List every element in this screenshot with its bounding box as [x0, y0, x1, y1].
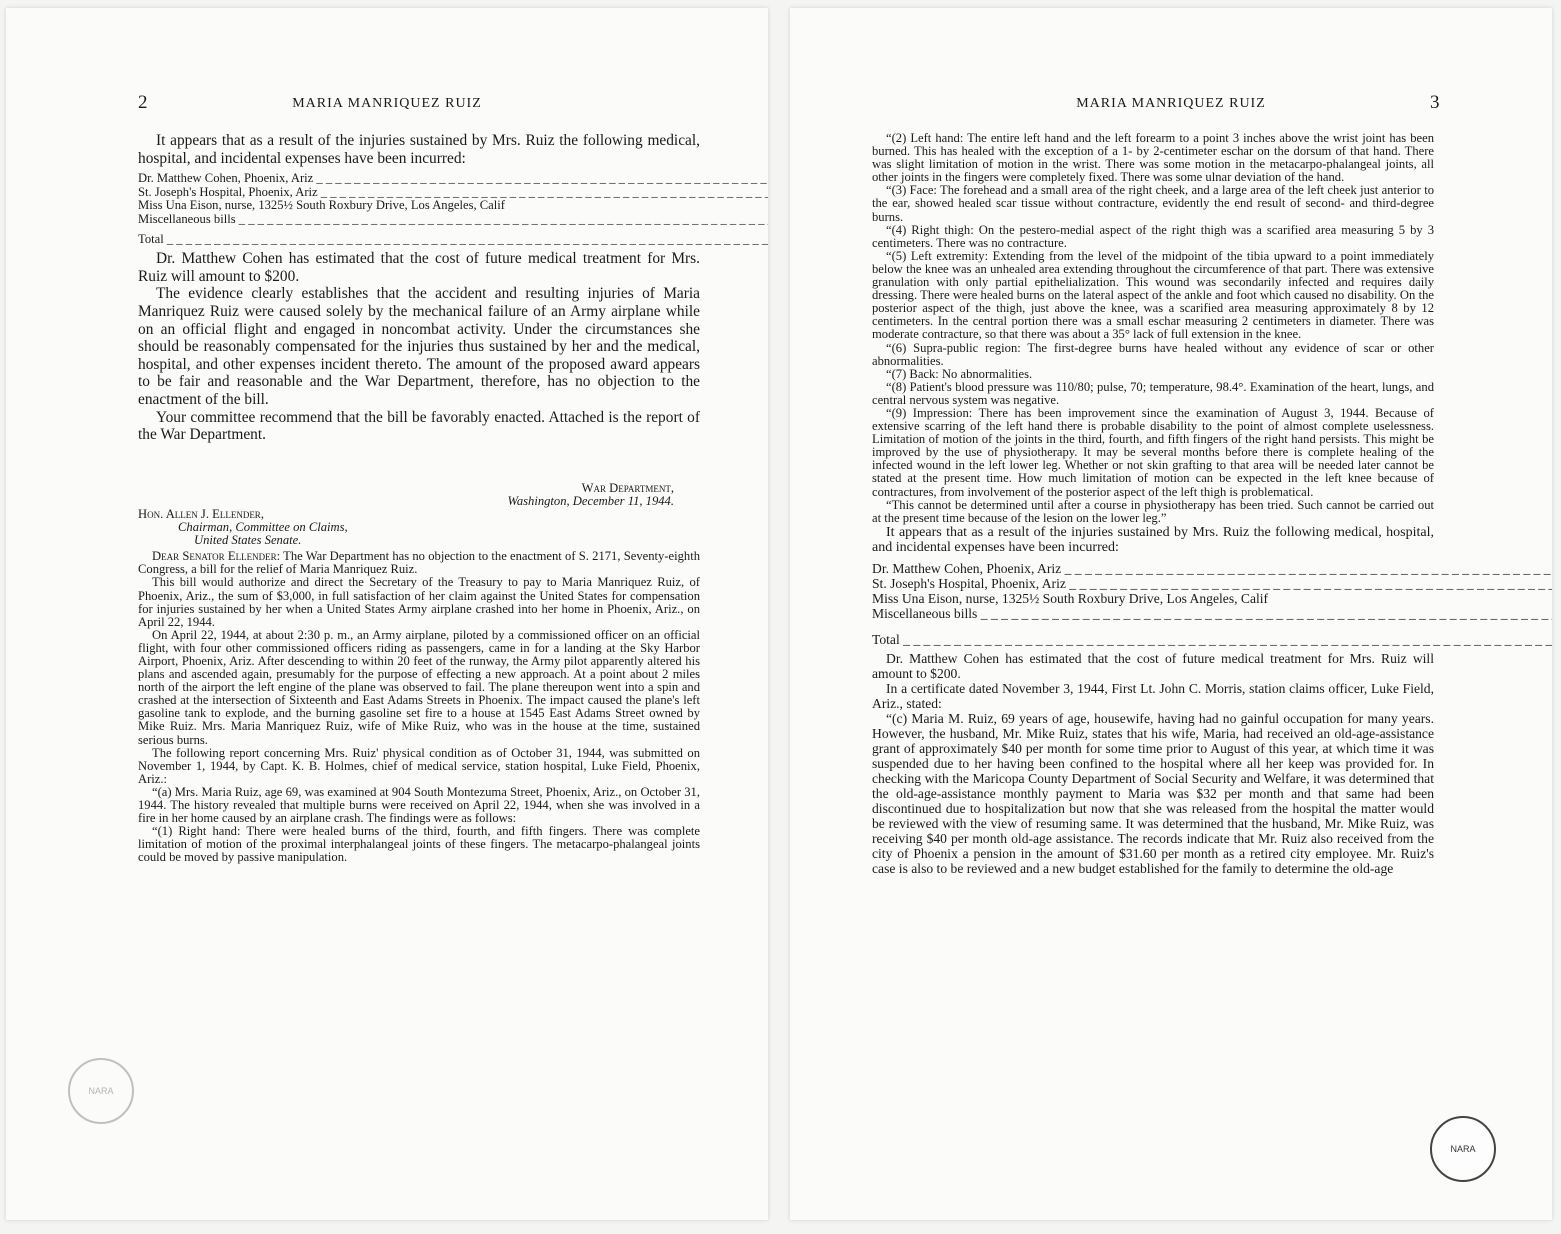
- expense-label: Miss Una Eison, nurse, 1325½ South Roxbury Drive, Los Angeles, Calif: [138, 198, 505, 212]
- left-page: [6, 8, 768, 1220]
- paragraph: The evidence clearly establishes that the accident and resulting injuries of Maria Manriquez Ruiz were caused solely by the mechanical failure of an Army airplane while on an official flight and engaged in noncombat activity. Under the circumstances she should be reasonably compensated for the injuries thus sustained by her and the medical, hospital, and other expenses incident thereto. The amount of the proposed award appears to be fair and reasonable and the War Department, therefore, has no objection to the enactment of the bill.: [138, 285, 700, 408]
- closing-paragraph: Dr. Matthew Cohen has estimated that the cost of future medical treatment for Mrs. Ruiz will amount to $200.: [872, 650, 1434, 681]
- finding-paragraph: “(5) Left extremity: Extending from the level of the midpoint of the tibia upward to a point immediately below the knee was an unhealed area extending throughout the circumference of that part. There was extensive granulation with only partial epithelialization. This wound was secondarily infected and requires daily dressing. There were healed burns on the lateral aspect of the ankle and foot which caused no disability. On the posterior aspect of the thigh, just above the knee, was a scarified area measuring approximately 8 by 12 centimeters. In the central portion there was a small eschar measuring 2 centimeters in diameter. There was moderate contracture, so that there was about a 35° lack of full extension in the knee.: [872, 248, 1434, 342]
- finding-paragraph: “(9) Impression: There has been improvement since the examination of August 3, 1944. Because of extensive scarring of the left hand there is probable disability to the point of almost complete uselessness. Limitation of motion of the joints in the third, fourth, and fifth fingers of the right hand persists. This might be improved by the use of physiotherapy. It may be several months before there is complete healing of the infected wound in the left lower leg. Whether or not skin grafting to that area will be needed later cannot be stated at the present time. How much limitation of motion can be expected in the left knee because of contractures, from involvement of the posterior aspect of the left thigh is problematical.: [872, 405, 1434, 499]
- finding-paragraph: “(4) Right thigh: On the pestero-medial aspect of the right thigh was a scarified area measuring 5 by 3 centimeters. There was no contracture.: [872, 222, 1434, 250]
- letter-paragraph: “(1) Right hand: There were healed burns of the third, fourth, and fifth fingers. There was complete limitation of motion of the proximal interphalangeal joints of these fingers. The metacarpo-phalangeal joints could be moved by passive manipulation.: [138, 824, 700, 865]
- letter-date: Washington, December 11, 1944.: [507, 493, 674, 508]
- letter-paragraph: “(a) Mrs. Maria Ruiz, age 69, was examined at 904 South Montezuma Street, Phoenix, Ariz., on October 31, 1944. The history revealed that multiple burns were received on April 22, 1944, when she was involved in a fire in her home caused by an airplane crash. The findings were as follows:: [138, 784, 700, 826]
- expense-label: Miscellaneous bills _ _ _: [872, 606, 1552, 622]
- salutation-text: The War Department has no objection to the enactment of S. 2171, Seventy-eighth Congress, a bill for the relief of Maria Manriquez Ruiz.: [138, 549, 700, 577]
- page-number: 2: [138, 92, 149, 113]
- expense-label: Miscellaneous bills _ _ _: [138, 212, 768, 226]
- library-stamp-icon: NARA: [68, 1058, 134, 1124]
- letterhead: War Department,: [581, 480, 674, 495]
- expenses-intro: It appears that as a result of the injuries sustained by Mrs. Ruiz the following medical, hospital, and incidental expenses have been incurred:: [872, 524, 1434, 555]
- finding-paragraph: “(8) Patient's blood pressure was 110/80; pulse, 70; temperature, 98.4°. Examination of the heart, lungs, and central nervous system was negative.: [872, 379, 1434, 407]
- library-stamp-icon: NARA: [1430, 1116, 1496, 1182]
- expense-row: [872, 576, 1552, 591]
- expense-table: [872, 561, 1552, 647]
- right-page: [790, 8, 1552, 1220]
- expense-row: [138, 199, 768, 212]
- expense-label: Miss Una Eison, nurse, 1325½ South Roxbury Drive, Los Angeles, Calif: [872, 590, 1269, 606]
- letter-paragraph: This bill would authorize and direct the Secretary of the Treasury to pay to Maria Manriquez Ruiz, of Phoenix, Ariz., the sum of $3,000, in full satisfaction of her claim against the United States for compensation for injuries sustained by her when a United States Army airplane crashed into her home in Phoenix, Ariz., on April 22, 1944.: [138, 575, 700, 629]
- total-label: Total _ _ _: [872, 621, 1552, 647]
- salutation: Dear Senator Ellender:: [152, 549, 281, 564]
- letter-paragraph: On April 22, 1944, at about 2:30 p. m., an Army airplane, piloted by a commissioned officer on an official flight, with four other commissioned officers riding as passengers, came in for a landing at the Sky Harbor Airport, Phoenix, Ariz. After descending to within 20 feet of the runway, the Army pilot apparently altered his plans and ascended again, presumably for the purpose of effecting a new approach. At a point about 2 miles north of the airport the left engine of the plane was observed to fail. The plane thereupon went into a spin and crashed at the intersection of Sixteenth and East Adams Streets in Phoenix. The impact caused the plane's left gasoline tank to explode, and the burning gasoline set fire to a house at 1545 East Adams Street owned by Mike Ruiz. Mrs. Maria Manriquez Ruiz, wife of Mike Ruiz, who was in the house at the time, sustained serious burns.: [138, 627, 700, 747]
- right-page-header: [790, 92, 1552, 120]
- expense-row: [138, 186, 768, 199]
- running-title: MARIA MANRIQUEZ RUIZ: [292, 96, 482, 111]
- letter-paragraph: The following report concerning Mrs. Ruiz' physical condition as of October 31, 1944, was submitted on November 1, 1944, by Capt. K. B. Holmes, chief of medical service, station hospital, Luke Field, Phoenix, Ariz.:: [138, 745, 700, 786]
- salutation-paragraph: [138, 550, 700, 576]
- expense-row: [872, 561, 1552, 576]
- expense-row: [138, 172, 768, 185]
- closing-paragraph: In a certificate dated November 3, 1944, First Lt. John C. Morris, station claims officer, Luke Field, Ariz., stated:: [872, 680, 1434, 711]
- addressee-org: United States Senate.: [194, 533, 302, 548]
- expenses-intro: It appears that as a result of the injuries sustained by Mrs. Ruiz the following medical, hospital, and incidental expenses have been incurred:: [138, 132, 700, 167]
- total-label: Total _ _ _: [138, 226, 768, 246]
- right-column: [872, 132, 1434, 876]
- left-column: [138, 132, 700, 864]
- page-number: 3: [1430, 92, 1441, 113]
- addressee: Hon. Allen J. Ellender,: [138, 506, 264, 521]
- paragraph: Your committee recommend that the bill be favorably enacted. Attached is the report of the War Department.: [138, 408, 700, 444]
- expense-row: [872, 591, 1552, 606]
- expense-label: St. Joseph's Hospital, Phoenix, Ariz _ _ _: [138, 186, 768, 199]
- expense-label: Dr. Matthew Cohen, Phoenix, Ariz _ _ _: [138, 172, 768, 185]
- expense-label: St. Joseph's Hospital, Phoenix, Ariz _ _ _: [872, 576, 1552, 591]
- finding-paragraph: “(3) Face: The forehead and a small area of the right cheek, and a large area of the left cheek just anterior to the ear, showed healed scar tissue without contracture, evidently the end result of second- and third-degree burns.: [872, 183, 1434, 224]
- expense-label: Dr. Matthew Cohen, Phoenix, Ariz _ _ _: [872, 561, 1552, 576]
- left-page-header: [6, 92, 768, 120]
- closing-paragraph: “(c) Maria M. Ruiz, 69 years of age, housewife, having had no gainful occupation for many years. However, the husband, Mr. Mike Ruiz, states that his wife, Maria, had received an old-age-assistance grant of approximately $40 per month for some time prior to August of this year, at which time it was suspended due to her having been confined to the hospital where all her keep was provided for. In checking with the Maricopa County Department of Social Security and Welfare, it was determined that the old-age-assistance monthly payment to Maria was $32 per month and that same had been discontinued due to hospitalization but now that she was released from the hospital the matter would be reviewed with the view of resuming same. It was determined that the husband, Mr. Mike Ruiz, was receiving $40 per month old-age assistance. The records indicate that Mr. Ruiz also received from the city of Phoenix a pension in the amount of $31.60 per month as a retired city employee. Mr. Ruiz's case is also to be reviewed and a new budget established for the family to determine the old-age: [872, 710, 1434, 876]
- finding-paragraph: “(6) Supra-public region: The first-degree burns have healed without any evidence of scar or other abnormalities.: [872, 340, 1434, 368]
- expense-total-row: [138, 226, 768, 246]
- finding-paragraph: “This cannot be determined until after a course in physiotherapy has been tried. Such cannot be carried out at the present time because of the lesion on the lower leg.”: [872, 497, 1434, 525]
- running-title: MARIA MANRIQUEZ RUIZ: [1076, 96, 1266, 111]
- finding-paragraph: “(2) Left hand: The entire left hand and the left forearm to a point 3 inches above the wrist joint has been burned. This has healed with the exception of a 1- by 2-centimeter eschar on the dorsum of that hand. There was slight limitation of motion in the wrist. There was some motion in the metacarpo-phalangeal joints, all other joints in the fingers were completely fixed. There was some ulnar deviation of the hand.: [872, 131, 1434, 185]
- finding-paragraph: “(7) Back: No abnormalities.: [886, 366, 1033, 381]
- expense-table: [138, 172, 768, 246]
- expense-row: [138, 212, 768, 226]
- expense-row: [872, 606, 1552, 622]
- expense-total-row: [872, 621, 1552, 647]
- paragraph: Dr. Matthew Cohen has estimated that the cost of future medical treatment for Mrs. Ruiz will amount to $200.: [138, 250, 700, 285]
- addressee-title: Chairman, Committee on Claims,: [178, 520, 348, 535]
